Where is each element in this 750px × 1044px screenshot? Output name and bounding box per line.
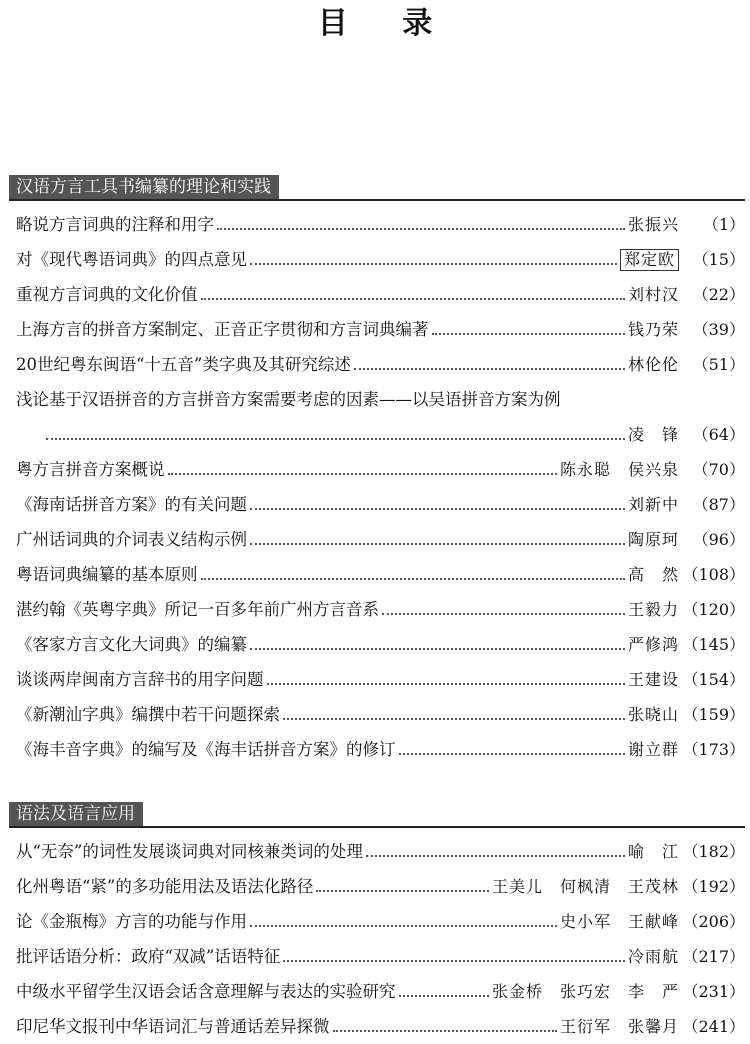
- toc-entry[interactable]: [9, 732, 745, 767]
- entry-title: 《客家方言文化大词典》的编纂: [16, 635, 247, 654]
- entry-author: 王毅力: [627, 600, 679, 619]
- entry-title: 《海丰音字典》的编写及《海丰话拼音方案》的修订: [16, 740, 396, 759]
- leader-dots: [354, 368, 625, 370]
- entry-page: （206）: [682, 912, 745, 931]
- entry-title: 20世纪粤东闽语“十五音”类字典及其研究综述: [16, 355, 351, 374]
- entry-title: 粤语词典编纂的基本原则: [16, 565, 198, 584]
- toc-entry[interactable]: [9, 869, 745, 904]
- toc-entry[interactable]: [9, 834, 745, 869]
- entry-title: 广州话词典的介词表义结构示例: [16, 530, 247, 549]
- toc-section: [9, 800, 745, 1044]
- entry-page: （120）: [682, 600, 745, 619]
- leader-dots: [201, 298, 625, 300]
- entry-page: （182）: [682, 842, 745, 861]
- entry-page: （96）: [692, 530, 745, 549]
- entry-title: 《新潮汕字典》编撰中若干问题探索: [16, 705, 280, 724]
- entry-author: 高 然: [627, 565, 679, 584]
- entry-title: 化州粤语“紧”的多功能用法及语法化路径: [16, 877, 314, 896]
- toc-entry[interactable]: [9, 939, 745, 974]
- entry-page: （108）: [682, 565, 745, 584]
- entry-continuation: [16, 417, 745, 452]
- toc-section: [9, 173, 745, 767]
- entry-page: （192）: [682, 877, 745, 896]
- toc-entry[interactable]: [9, 452, 745, 487]
- entry-author: 林伦伦: [627, 355, 679, 374]
- leader-dots: [399, 753, 625, 755]
- entry-page: （22）: [692, 285, 745, 304]
- entry-title: 谈谈两岸闽南方言辞书的用字问题: [16, 670, 264, 689]
- entry-author: 凌 锋: [627, 425, 679, 444]
- toc-entry[interactable]: [9, 974, 745, 1009]
- entry-title: 粤方言拼音方案概说: [16, 460, 165, 479]
- toc-entry[interactable]: [9, 522, 745, 557]
- toc-entry[interactable]: [9, 382, 745, 452]
- entry-author: 严修鸿: [627, 635, 679, 654]
- entry-author: 刘村汉: [627, 285, 679, 304]
- leader-dots: [217, 228, 625, 230]
- entry-page: （231）: [682, 982, 745, 1001]
- toc-entry[interactable]: [9, 904, 745, 939]
- leader-dots: [366, 855, 625, 857]
- entry-author: 张金桥 张巧宏 李 严: [491, 982, 679, 1001]
- entry-title: 上海方言的拼音方案制定、正音正字贯彻和方言词典编著: [16, 320, 429, 339]
- entry-page: （241）: [682, 1017, 745, 1036]
- section-header-label: 汉语方言工具书编纂的理论和实践: [9, 175, 279, 199]
- toc-entry[interactable]: [9, 242, 745, 277]
- entry-title: 浅论基于汉语拼音的方言拼音方案需要考虑的因素——以吴语拼音方案为例: [16, 390, 561, 409]
- entry-page: （15）: [692, 250, 745, 269]
- entry-author: 郑定欧: [620, 249, 679, 271]
- leader-dots: [250, 543, 625, 545]
- leader-dots: [168, 473, 557, 475]
- entry-author: 王美儿 何枫清 王茂林: [491, 877, 679, 896]
- toc-entry[interactable]: [9, 207, 745, 242]
- entry-author: 刘新中: [627, 495, 679, 514]
- entry-author: 史小军 王献峰: [559, 912, 679, 931]
- leader-dots: [283, 718, 625, 720]
- leader-dots: [250, 925, 557, 927]
- toc-entry[interactable]: [9, 277, 745, 312]
- entry-author: 喻 江: [627, 842, 679, 861]
- leader-dots: [250, 508, 625, 510]
- entry-page: （70）: [692, 460, 745, 479]
- leader-dots: [333, 1030, 557, 1032]
- entry-title: 论《金瓶梅》方言的功能与作用: [16, 912, 247, 931]
- entry-author: 王衍军 张馨月: [559, 1017, 679, 1036]
- entry-title: 批评话语分析：政府“双减”话语特征: [16, 947, 281, 966]
- entry-title: 对《现代粤语词典》的四点意见: [16, 250, 247, 269]
- entry-title: 略说方言词典的注释和用字: [16, 215, 214, 234]
- entry-title: 《海南话拼音方案》的有关问题: [16, 495, 247, 514]
- entry-author: 张晓山: [627, 705, 679, 724]
- leader-dots: [267, 683, 625, 685]
- entry-author: 冷雨航: [627, 947, 679, 966]
- leader-dots: [201, 578, 625, 580]
- leader-dots: [399, 995, 489, 997]
- section-header: [9, 173, 745, 201]
- entry-page: （39）: [692, 320, 745, 339]
- entry-page: （217）: [682, 947, 745, 966]
- entry-page: （64）: [692, 425, 745, 444]
- entry-title: 从“无奈”的词性发展谈词典对同核兼类词的处理: [16, 842, 363, 861]
- toc-entry[interactable]: [9, 627, 745, 662]
- entry-title: 印尼华文报刊中华语词汇与普通话差异探微: [16, 1017, 330, 1036]
- entry-author: 陶原珂: [627, 530, 679, 549]
- leader-dots: [316, 890, 489, 892]
- toc-entry[interactable]: [9, 312, 745, 347]
- entry-page: （159）: [682, 705, 745, 724]
- entry-page: （154）: [682, 670, 745, 689]
- leader-dots: [250, 648, 625, 650]
- leader-dots: [432, 333, 625, 335]
- entry-author: 王建设: [627, 670, 679, 689]
- entry-author: 钱乃荣: [627, 320, 679, 339]
- toc-entry[interactable]: [9, 662, 745, 697]
- page-title: 目 录: [317, 6, 455, 41]
- toc-entry[interactable]: [9, 557, 745, 592]
- entry-title: 中级水平留学生汉语会话含意理解与表达的实验研究: [16, 982, 396, 1001]
- entry-author: 张振兴: [627, 215, 679, 234]
- entry-page: （173）: [682, 740, 745, 759]
- entry-page: （51）: [692, 355, 745, 374]
- entry-page: （1）: [702, 215, 745, 234]
- leader-dots: [283, 960, 625, 962]
- toc-entry[interactable]: [9, 592, 745, 627]
- toc-entry[interactable]: [9, 487, 745, 522]
- entry-page: （145）: [682, 635, 745, 654]
- leader-dots: [250, 263, 617, 265]
- leader-dots: [382, 613, 625, 615]
- toc-entries: [9, 834, 745, 1044]
- entry-author: 谢立群: [627, 740, 679, 759]
- entry-title: 重视方言词典的文化价值: [16, 285, 198, 304]
- toc-entry[interactable]: [9, 347, 745, 382]
- toc-entry[interactable]: [9, 697, 745, 732]
- section-header-label: 语法及语言应用: [9, 802, 143, 826]
- entry-author: 陈永聪 侯兴泉: [559, 460, 679, 479]
- toc-entries: [9, 207, 745, 767]
- section-header: [9, 800, 745, 828]
- entry-title: 湛约翰《英粤字典》所记一百多年前广州方言音系: [16, 600, 379, 619]
- entry-page: （87）: [692, 495, 745, 514]
- leader-dots: [46, 438, 625, 440]
